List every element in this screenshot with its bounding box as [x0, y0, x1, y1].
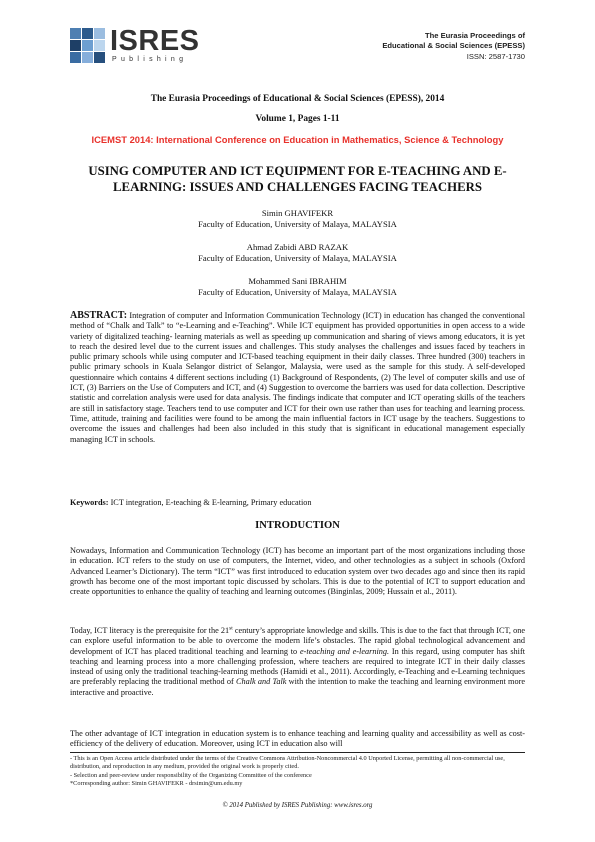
footnotes	[70, 755, 525, 789]
volume-line: Volume 1, Pages 1-11	[255, 114, 340, 124]
conference-line: ICEMST 2014: International Conference on Education in Mathematics, Science & Technology	[91, 134, 504, 145]
paragraph: The other advantage of ICT integration in education system is to enhance teaching and learning quality and accessibility as well as cost-efficiency of the delivery of education. Moreover, using ICT in education also will	[70, 729, 525, 749]
logo-subtitle: Publishing	[112, 56, 188, 63]
footnote: - Selection and peer-review under responsibility of the Organizing Committee of the conference	[70, 771, 312, 779]
author-name: Mohammed Sani IBRAHIM	[248, 276, 347, 286]
author-block	[70, 276, 525, 298]
superscript: st	[229, 625, 233, 632]
author-block	[70, 242, 525, 264]
paragraph-text: century’s appropriate knowledge and skills. This is due to the fact that through ICT, one can explore useful information to be able to overcome the modern life’s obstacles. The rapid global technological advancement and development of ICT has placed traditional teaching and learning to	[70, 626, 525, 656]
logo-mosaic-icon	[70, 28, 106, 64]
author-block	[70, 208, 525, 230]
abstract	[70, 311, 525, 445]
issn: ISSN: 2587-1730	[466, 51, 525, 61]
copyright-line: © 2014 Published by ISRES Publishing: www.isres.org	[222, 802, 373, 809]
paragraph: Nowadays, Information and Communication Technology (ICT) has become an important part of the most organizations including those in education. ICT refers to the study on use of computers, the Internet, video, and other technologies as a subject in schools (Oxford Advanced Learner’s Dictionary). The term “ICT” was first introduced to education system over two decades ago and since then its rapid growth has become one of the most important topic discussed by scholars. This is due to the potential of ICT to support education and create opportunities to enhance the quality of teaching and learning outcomes (Binginlas, 2009; Hussain et al., 2011).	[70, 546, 525, 597]
logo-word: ISRES	[110, 25, 200, 57]
abstract-label: ABSTRACT:	[70, 310, 128, 321]
paragraph-text: In this regard, using computer has shift teaching and learning process into a more challenging profession, where teachers are required to integrate ICT in their daily classes instead of using only the traditional teaching-learning methods (Hamidi et al., 2011). Accordingly, e-Teaching and e-Learning techniques are preferably replacing the traditional method of	[70, 646, 525, 687]
keywords-label: Keywords:	[70, 498, 109, 507]
section-heading: INTRODUCTION	[255, 520, 340, 531]
journal-header	[382, 31, 525, 62]
footnote: *Corresponding author: Simin GHAVIFEKR - drsimin@um.edu.my	[70, 780, 243, 788]
isres-logo	[70, 25, 200, 64]
author-name: Simin GHAVIFEKR	[261, 208, 334, 218]
paragraph-text: Today, ICT literacy is the prerequisite for the 21	[70, 626, 230, 635]
proceedings-line: The Eurasia Proceedings of Educational & Social Sciences (EPESS), 2014	[150, 94, 445, 104]
keywords-text: ICT integration, E-teaching & E-learning, Primary education	[110, 498, 312, 507]
italic-text: e-teaching and e-learning.	[299, 646, 390, 656]
footnote-divider	[70, 752, 525, 753]
footnote: - This is an Open Access article distributed under the terms of the Creative Commons Attribution-Noncommercial 4.0 Unported License, permitting all non-commercial use, distribution, and reproduction in any medium, provided the original work is properly cited.	[70, 755, 505, 771]
abstract-text: Integration of computer and Information Communication Technology (ICT) in education has changed the conventional method of “Chalk and Talk” to “e-Learning and e-Teaching”. While ICT equipment has provided opportunities in open access to a wide variety of digitalized teaching- learning materials as well as speeding up communication and sharing of views among educators, it is yet to reach the desired level due to the current issues and challenges. This study analyses the challenges and issues faced by teachers in public primary schools while using computer and ICT-based teaching equipment in their daily classes. Three hundred (300) teachers in public primary schools in Kuala Selangor district of Selangor, Malaysia, were used as the sample for this study. A self-developed questionnaire which contains 4 different sections including (1) Background of Respondents, (2) The level of computer skills and use of ICT, (3) Barriers on the Use of Computers and ICT, and (4) Suggestion to overcome the barriers was used for data collection. Descriptive statistic and correlation analysis were used for data analysis. The findings indicate that computer and ICT operating skills of the teachers are still in satisfactory stage. Teachers tend to use computer and ICT for their own use rather than uses for teaching and learning process. Time, attitude, training and facilities were found to be among the main influential factors in ICT usage by the teachers. Suggestions to overcome the issues and challenges had been also included in this study that is significant in educational management especially managing ICT in schools.	[70, 311, 525, 444]
author-affiliation: Faculty of Education, University of Malaya, MALAYSIA	[198, 287, 397, 297]
author-affiliation: Faculty of Education, University of Malaya, MALAYSIA	[198, 253, 397, 263]
keywords	[70, 498, 525, 508]
journal-name-line1: The Eurasia Proceedings of	[424, 31, 525, 40]
journal-name-line2: Educational & Social Sciences (EPESS)	[382, 41, 525, 51]
author-affiliation: Faculty of Education, University of Malaya, MALAYSIA	[198, 219, 397, 229]
italic-text: Chalk and Talk	[235, 677, 287, 687]
author-name: Ahmad Zabidi ABD RAZAK	[246, 242, 349, 252]
paragraph-text: with the intention to make the teaching and learning environment more interactive and proactive.	[70, 677, 525, 697]
paragraph	[70, 626, 525, 698]
paper-title: USING COMPUTER AND ICT EQUIPMENT FOR E-TEACHING AND E-LEARNING: ISSUES AND CHALLENGES FACING TEACHERS	[88, 164, 507, 194]
